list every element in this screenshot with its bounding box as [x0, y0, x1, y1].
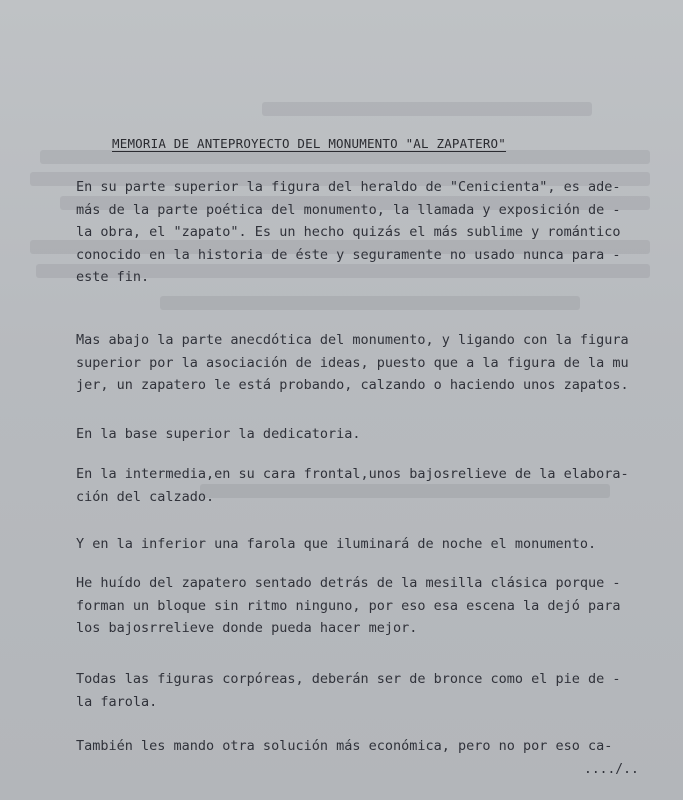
text-line: conocido en la historia de éste y seguramente no usado nunca para -	[76, 246, 621, 263]
paragraph-4	[76, 463, 661, 508]
paragraph-8	[76, 735, 661, 758]
text-line: Y en la inferior una farola que iluminará de noche el monumento.	[76, 536, 597, 552]
text-line: En su parte superior la figura del heraldo de "Cenicienta", es ade-	[76, 179, 621, 195]
text-line: la farola.	[76, 693, 158, 710]
paragraph-7	[76, 668, 661, 713]
text-line: este fin.	[76, 269, 150, 285]
continuation-mark: ..../..	[584, 762, 639, 777]
text-line: Mas abajo la parte anecdótica del monumento, y ligando con la figura	[76, 332, 629, 348]
paragraph-3	[76, 423, 661, 446]
text-line: superior por la asociación de ideas, puesto que a la figura de la mu	[76, 354, 629, 371]
paragraph-2	[76, 329, 661, 397]
text-line: En la base superior la dedicatoria.	[76, 426, 361, 442]
text-line: También les mando otra solución más económica, pero no por eso ca-	[76, 738, 613, 754]
text-line: forman un bloque sin ritmo ninguno, por eso esa escena la dejó para	[76, 597, 621, 614]
text-line: los bajosrrelieve donde pueda hacer mejor.	[76, 620, 418, 636]
text-line: Todas las figuras corpóreas, deberán ser de bronce como el pie de -	[76, 671, 621, 687]
text-line: la obra, el "zapato". Es un hecho quizás el más sublime y romántico	[76, 224, 621, 240]
paragraph-6	[76, 572, 661, 640]
paragraph-1	[76, 176, 661, 289]
text-line: ción del calzado.	[76, 488, 215, 505]
document-title: MEMORIA DE ANTEPROYECTO DEL MONUMENTO "AL ZAPATERO"	[112, 136, 507, 151]
text-line: más de la parte poética del monumento, la llamada y exposición de -	[76, 201, 621, 218]
text-line: He huído del zapatero sentado detrás de la mesilla clásica porque -	[76, 575, 621, 591]
paragraph-5	[76, 533, 661, 556]
text-line: jer, un zapatero le está probando, calzando o haciendo unos zapatos.	[76, 377, 629, 393]
text-line: En la intermedia,en su cara frontal,unos bajosrelieve de la elabora-	[76, 466, 629, 482]
